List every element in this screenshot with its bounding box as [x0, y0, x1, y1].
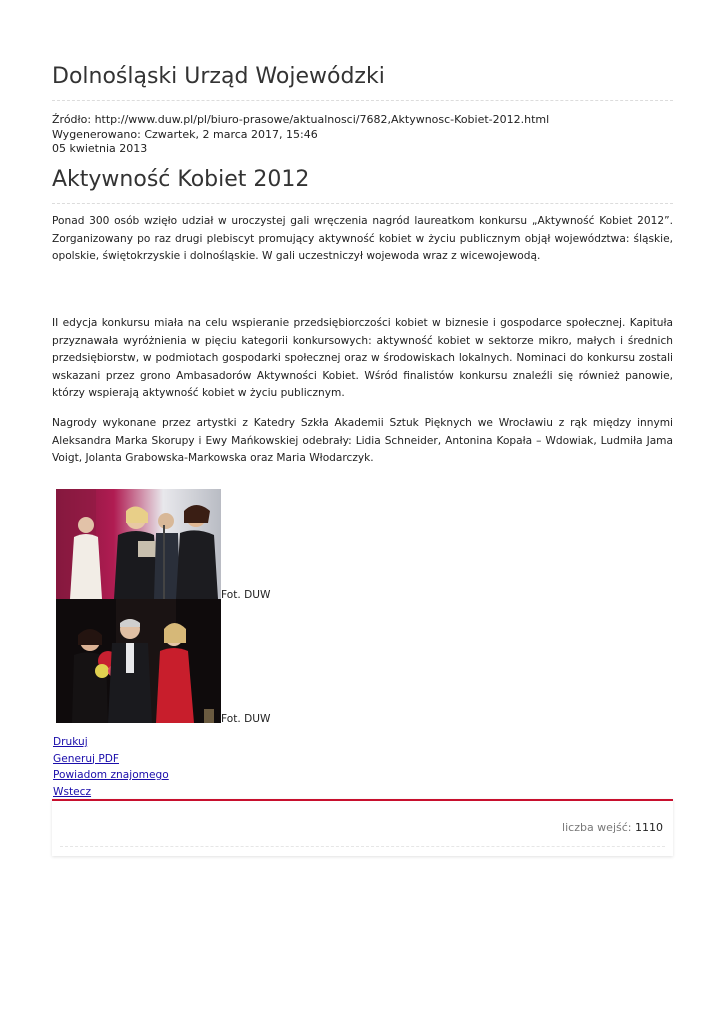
title-divider: [52, 203, 673, 204]
visit-counter-value: 1110: [635, 821, 663, 834]
generated-line: Wygenerowano: Czwartek, 2 marca 2017, 15:46: [52, 127, 318, 141]
site-title: Dolnośląski Urząd Wojewódzki: [52, 64, 385, 89]
visit-counter: [562, 821, 663, 834]
photo-2-caption: Fot. DUW: [221, 713, 271, 725]
source-line: Źródło: http://www.duw.pl/pl/biuro-prasowe/aktualnosci/7682,Aktywnosc-Kobiet-2012.html: [52, 113, 550, 126]
publish-date: 05 kwietnia 2013: [52, 142, 148, 155]
article-paragraph-1: Ponad 300 osób wzięło udział w uroczystej gali wręczenia nagród laureatkom konkursu „Aktywność Kobiet 2012”. Zorganizowany po raz drugi plebiscyt promujący aktywność kobiet w życiu publicznym objął województwa: śląskie, opolskie, świętokrzyskie i dolnośląskie. W gali uczestniczył wojewoda wraz z wicewojewodą.: [52, 215, 673, 263]
footer-divider: [60, 846, 665, 847]
photo-1-caption: Fot. DUW: [221, 589, 271, 601]
notify-friend-link[interactable]: Powiadom znajomego: [53, 769, 169, 781]
header-divider: [52, 100, 673, 101]
generate-pdf-link[interactable]: Generuj PDF: [53, 752, 119, 765]
gala-photo-1: [56, 489, 221, 599]
back-link[interactable]: Wstecz: [53, 785, 92, 798]
article-paragraph-2: II edycja konkursu miała na celu wspieranie przedsiębiorczości kobiet w biznesie i gospodarce społecznej. Kapituła przyznawała wyróżnienia w pięciu kategorii konkursowych: aktywność kobiet w sektorze mikro, małych i średnich przedsiębiorstw, w podmiotach gospodarki społecznej oraz w środowiskach lokalnych. Nominaci do konkursu zostali wskazani przez grono Ambasadorów Aktywności Kobiet. Wśród finalistów konkursu znaleźli się również panowie, którzy wspierają aktywność kobiet w życiu publicznym.: [52, 317, 673, 400]
article-paragraph-3: Nagrody wykonane przez artystki z Katedry Szkła Akademii Sztuk Pięknych we Wrocławiu z rąk między innymi Aleksandra Marka Skorupy i Ewy Mańkowskiej odebrały: Lidia Schneider, Antonina Kopała – Wdowiak, Ludmiła Jama Voigt, Jolanta Grabowska-Markowska oraz Maria Włodarczyk.: [52, 417, 673, 465]
article-actions: [53, 734, 169, 800]
article-meta: [52, 113, 549, 157]
print-link[interactable]: Drukuj: [53, 736, 88, 748]
article-title: Aktywność Kobiet 2012: [52, 167, 310, 192]
visit-counter-label: liczba wejść:: [562, 821, 632, 834]
footer-panel: [52, 799, 673, 856]
gala-photo-2: [56, 599, 221, 723]
